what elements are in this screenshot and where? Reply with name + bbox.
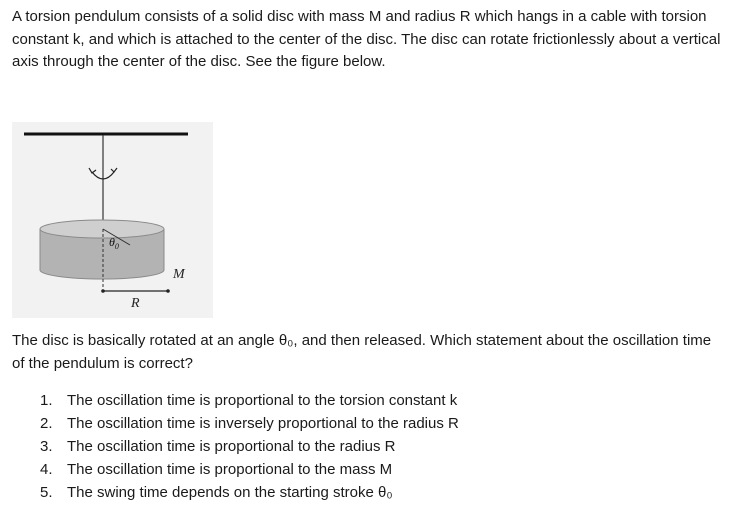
option-number: 5. <box>40 484 53 501</box>
option-number: 4. <box>40 461 53 478</box>
option-text: The swing time depends on the starting stroke θ₀ <box>67 484 393 501</box>
intro-paragraph: A torsion pendulum consists of a solid disc with mass M and radius R which hangs in a cable with torsion constant k, and which is attached to the center of the disc. The disc can rotate frictionlessly about a vertical axis through the center of the disc. See the figure below. <box>12 8 721 70</box>
option-number: 2. <box>40 415 53 432</box>
option-2 <box>40 412 459 435</box>
question-paragraph: The disc is basically rotated at an angle θ₀, and then released. Which statement about the oscillation time of the pendulum is correct? <box>12 332 712 372</box>
angle-label: $\theta_0$ <box>109 235 119 251</box>
option-3 <box>40 435 459 458</box>
option-number: 3. <box>40 438 53 455</box>
option-4 <box>40 458 459 481</box>
option-text: The oscillation time is inversely proportional to the radius R <box>67 415 459 432</box>
option-5 <box>40 481 459 504</box>
option-text: The oscillation time is proportional to the mass M <box>67 461 393 478</box>
torsion-pendulum-figure <box>12 122 213 318</box>
option-number: 1. <box>40 392 53 409</box>
option-text: The oscillation time is proportional to the torsion constant k <box>67 392 458 409</box>
pendulum-diagram <box>12 122 213 318</box>
disc <box>40 220 164 279</box>
answer-options-list <box>40 389 459 504</box>
option-text: The oscillation time is proportional to the radius R <box>67 438 396 455</box>
mass-label: M <box>173 267 185 282</box>
radius-label: R <box>131 296 140 311</box>
option-1 <box>40 389 459 412</box>
